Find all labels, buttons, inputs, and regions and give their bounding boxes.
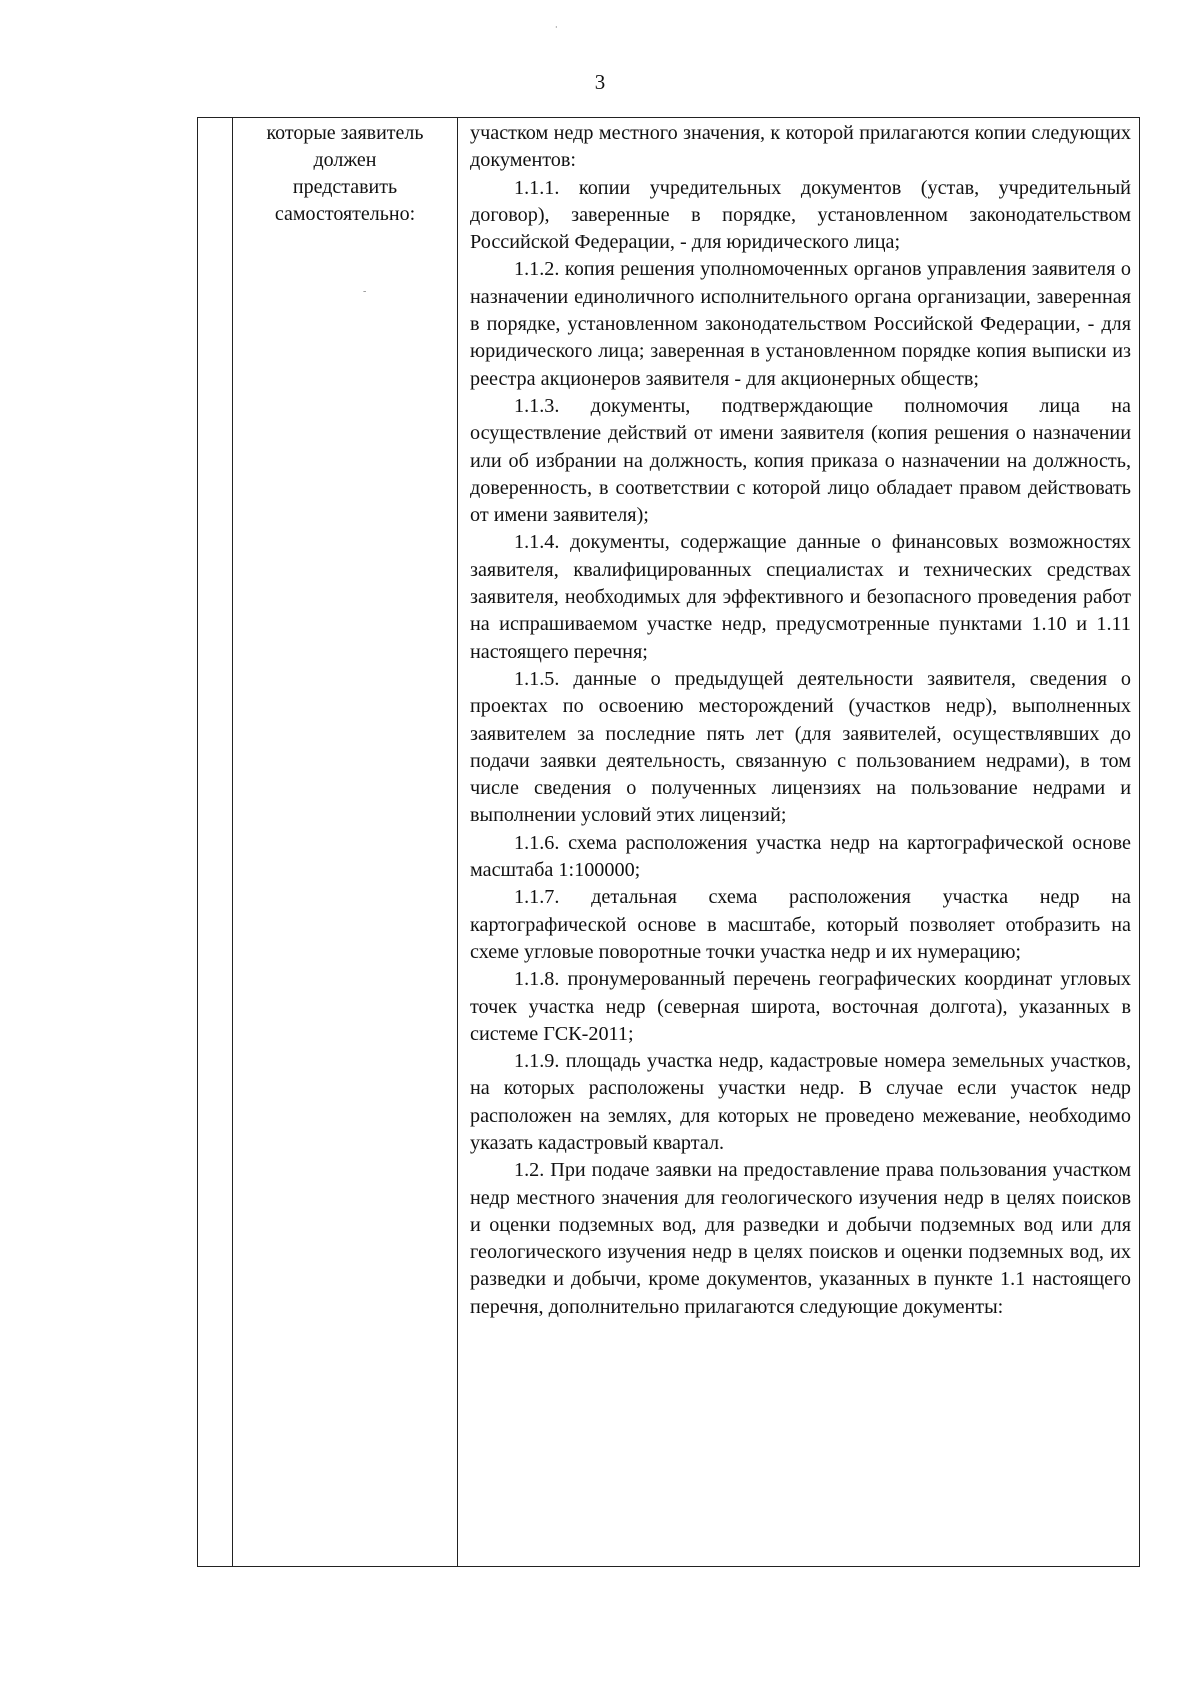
paragraph-1-1-8: 1.1.8. пронумерованный перечень географических координат угловых точек участка недр (северная широта, восточная долгота), указанных в системе ГСК-2011; (470, 968, 1131, 1045)
paragraph-1-2: 1.2. При подаче заявки на предоставление права пользования участком недр местного значения для геологического изучения недр в целях поисков и оценки подземных вод, для разведки и добычи подземных вод или для геологического изучения недр в целях поисков и оценки подземных вод, их разведки и добычи, кроме документов, указанных в пункте 1.1 настоящего перечня, дополнительно прилагаются следующие документы: (470, 1159, 1131, 1318)
paragraph-1-1-4: 1.1.4. документы, содержащие данные о финансовых возможностях заявителя, квалифицированных специалистах и технических средствах заявителя, необходимых для эффективного и безопасного проведения работ на испрашиваемом участке недр, предусмотренные пунктами 1.10 и 1.11 настоящего перечня; (470, 531, 1131, 663)
paragraph-intro: участком недр местного значения, к которой прилагаются копии следующих документов: (470, 122, 1131, 172)
paragraph-1-1-5: 1.1.5. данные о предыдущей деятельности заявителя, сведения о проектах по освоению месторождений (участков недр), выполненных заявителем за последние пять лет (для заявителей, осуществлявших до подачи заявки деятельность, связанную с пользованием недрами), в том числе сведения о полученных лицензиях на пользование недрами и выполнении условий этих лицензий; (470, 667, 1131, 827)
table-content-cell (458, 118, 1139, 1566)
label-line: самостоятельно: (274, 203, 416, 225)
page-number: 3 (594, 70, 606, 94)
paragraph-1-1-6: 1.1.6. схема расположения участка недр на картографической основе масштаба 1:100000; (470, 831, 1131, 882)
label-line: представить (292, 176, 398, 198)
table-number-column (198, 118, 233, 1566)
document-table (197, 117, 1140, 1567)
label-line: которые заявитель (266, 122, 424, 144)
paragraph-1-1-3: 1.1.3. документы, подтверждающие полномочия лица на осуществление действий от имени заявителя (копия решения о назначении или об избрании на должность, копия приказа о назначении на должность, доверенность, в соответствии с которой лицо обладает правом действовать от имени заявителя); (470, 394, 1131, 527)
paragraph-1-1-7: 1.1.7. детальная схема расположения участка недр на картографической основе в масштабе, который позволяет отобразить на схеме угловые поворотные точки участка недр и их нумерацию; (470, 886, 1131, 963)
scan-speck: - (363, 286, 367, 297)
paragraph-1-1-2: 1.1.2. копия решения уполномоченных органов управления заявителя о назначении единоличного исполнительного органа организации, заверенная в порядке, установленном законодательством Российской Федерации, - для юридического лица; заверенная в установленном порядке копия выписки из реестра акционеров заявителя - для акционерных обществ; (470, 258, 1131, 390)
scan-speck: ⸳ (555, 21, 558, 32)
paragraph-1-1-9: 1.1.9. площадь участка недр, кадастровые номера земельных участков, на которых расположены участки недр. В случае если участок недр расположен на землях, для которых не проведено межевание, необходимо указать кадастровый квартал. (470, 1050, 1131, 1154)
paragraph-1-1-1: 1.1.1. копии учредительных документов (устав, учредительный договор), заверенные в порядке, установленном законодательством Российской Федерации, - для юридического лица; (470, 176, 1131, 254)
label-line: должен (313, 149, 377, 171)
table-label-cell (233, 118, 458, 1566)
